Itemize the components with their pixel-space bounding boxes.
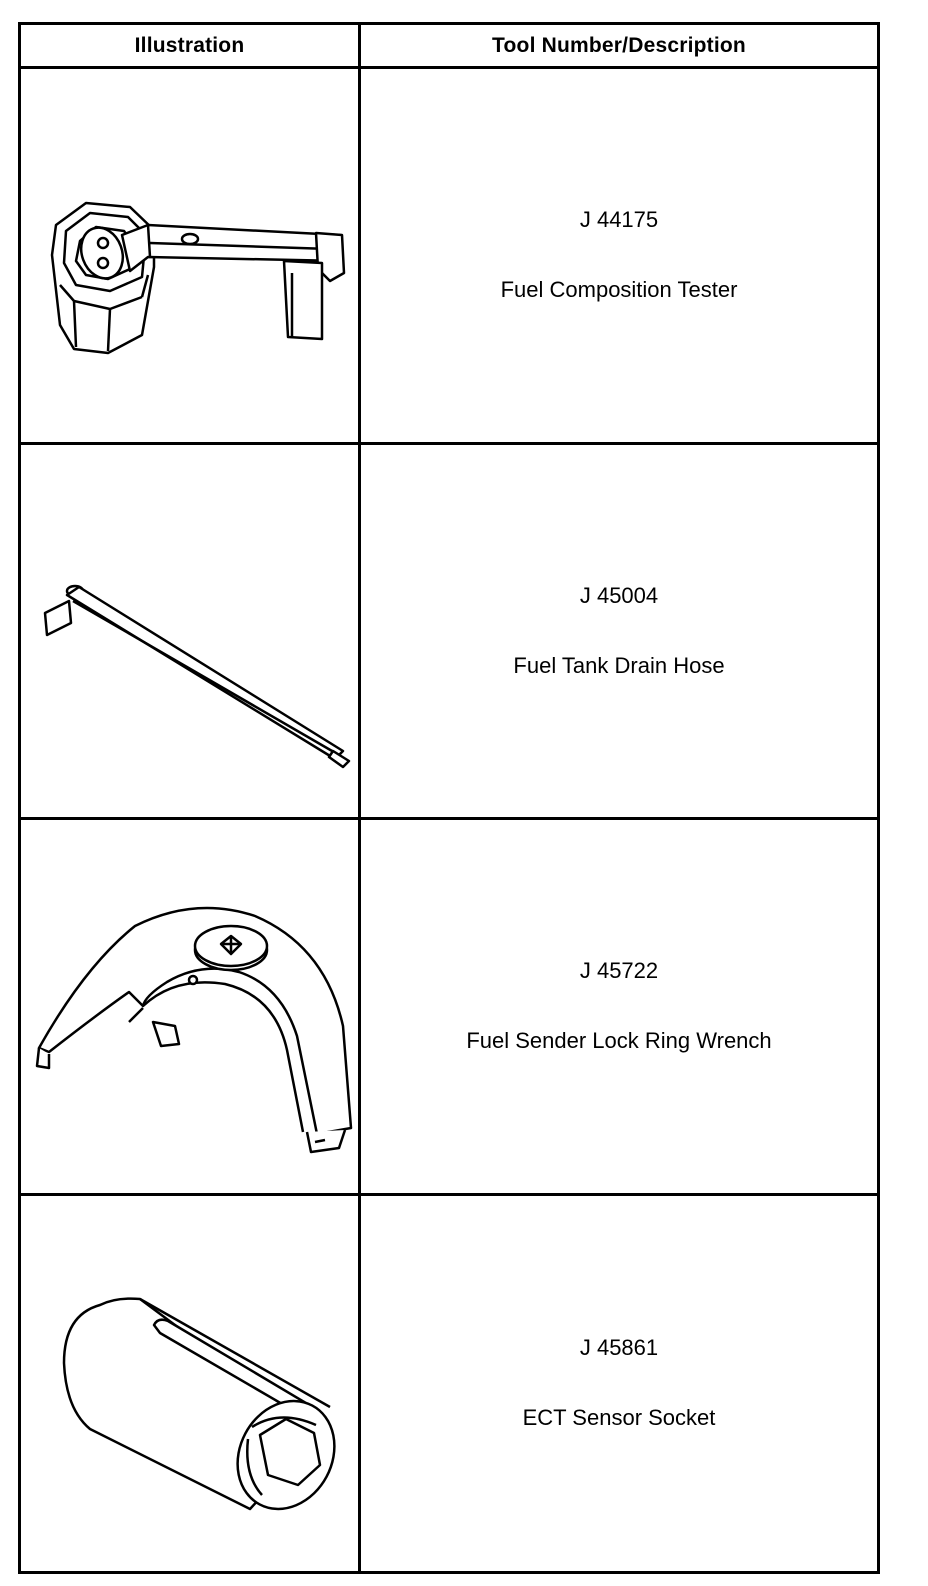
illustration-cell [21,820,361,1196]
tool-description: ECT Sensor Socket [522,1405,716,1431]
description-cell [361,820,877,1196]
illustration-cell [21,445,361,821]
header-description [361,25,877,69]
tool-description: Fuel Sender Lock Ring Wrench [466,1028,772,1054]
lock-ring-wrench-icon [25,836,355,1176]
tool-description: Fuel Tank Drain Hose [513,652,725,678]
ect-sensor-socket-icon [30,1213,350,1553]
tool-number: J 45722 [579,958,659,984]
illustration-cell [21,1196,361,1572]
illustration-cell [21,69,361,445]
tool-description: Fuel Composition Tester [500,277,738,303]
description-cell [361,1196,877,1572]
header-illustration [21,25,361,69]
tool-table [18,22,880,1574]
tool-number: J 45004 [579,582,659,608]
tool-number: J 45861 [579,1335,659,1361]
description-cell [361,69,877,445]
fuel-composition-tester-icon [30,85,350,425]
fuel-tank-drain-hose-icon [25,461,355,801]
tool-number: J 44175 [579,207,659,233]
description-cell [361,445,877,821]
header-illustration-label: Illustration [134,33,245,57]
header-description-label: Tool Number/Description [492,33,746,57]
